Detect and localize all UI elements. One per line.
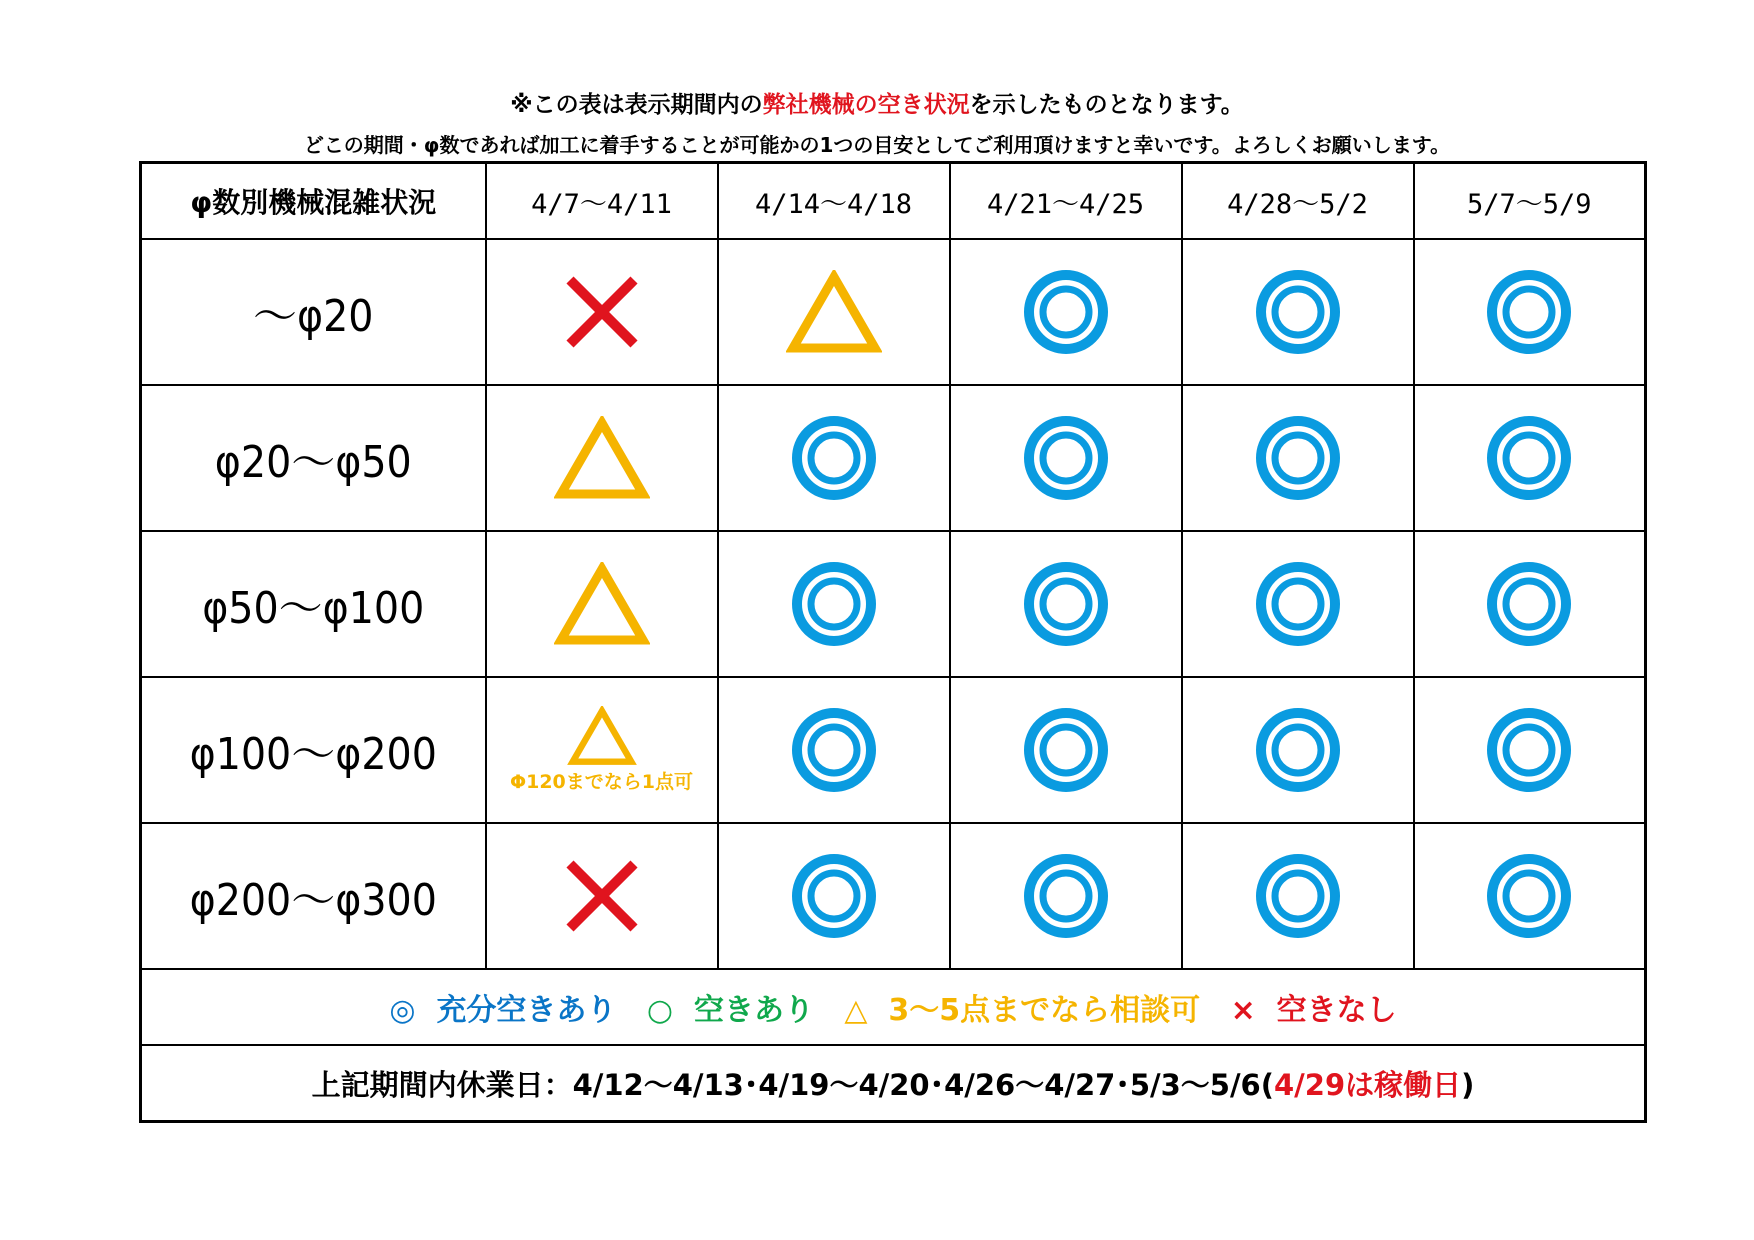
double-circle-icon: ◎: [389, 993, 416, 1028]
status-cell: [486, 239, 718, 385]
cross-icon: ×: [1230, 993, 1256, 1028]
notice-line-1: [0, 86, 1754, 119]
status-cell: [486, 677, 718, 823]
double-circle-icon: [1253, 851, 1343, 941]
status-cell: [950, 385, 1182, 531]
diameter-range: φ100～φ200: [141, 677, 486, 823]
notice-line-2: どこの期間・φ数であれば加工に着手することが可能かの1つの目安としてご利用頂けますと幸いです。よろしくお願いします。: [303, 133, 1451, 157]
legend-item-consult: [844, 985, 1200, 1029]
holiday-row: [141, 1045, 1646, 1122]
table-corner-label: φ数別機械混雑状況: [141, 163, 486, 240]
status-cell: [1414, 823, 1646, 969]
triangle-icon: [567, 706, 637, 766]
status-cell: [950, 677, 1182, 823]
cross-icon: [562, 272, 642, 352]
status-cell: [718, 677, 950, 823]
double-circle-icon: [1484, 851, 1574, 941]
double-circle-icon: [1021, 851, 1111, 941]
availability-note: Φ120までなら1点可: [509, 770, 694, 793]
status-cell: [486, 531, 718, 677]
double-circle-icon: [789, 413, 879, 503]
circle-icon: ○: [646, 993, 674, 1028]
status-cell: [1182, 239, 1414, 385]
diameter-range: φ20～φ50: [141, 385, 486, 531]
diameter-range: φ200～φ300: [141, 823, 486, 969]
notice-line-1-highlight: 弊社機械の空き状況: [762, 92, 970, 118]
notice-line-1-start: ※この表は表示期間内の: [510, 92, 763, 118]
double-circle-icon: [789, 851, 879, 941]
legend-label: 3～5点までなら相談可: [888, 993, 1201, 1028]
double-circle-icon: [1484, 267, 1574, 357]
status-cell: [718, 531, 950, 677]
double-circle-icon: [1484, 559, 1574, 649]
period-header: 4/21～4/25: [950, 163, 1182, 240]
status-cell: [1414, 531, 1646, 677]
double-circle-icon: [1021, 705, 1111, 795]
holiday-text: 上記期間内休業日：4/12～4/13･4/19～4/20･4/26～4/27･5/3～5/6(: [311, 1067, 1274, 1102]
double-circle-icon: [1253, 413, 1343, 503]
legend-row: [141, 969, 1646, 1045]
legend-item-none: [1231, 985, 1397, 1029]
period-header: 4/7～4/11: [486, 163, 718, 240]
legend-label: 空きあり: [693, 993, 814, 1028]
status-cell: [950, 823, 1182, 969]
table-row: [141, 385, 1646, 531]
table-row: [141, 239, 1646, 385]
table-row: [141, 823, 1646, 969]
diameter-range: ～φ20: [141, 239, 486, 385]
table-row: [141, 677, 1646, 823]
legend-label: 空きなし: [1276, 993, 1397, 1028]
machine-availability-table: [139, 161, 1647, 1123]
double-circle-icon: [1021, 413, 1111, 503]
holiday-close: ): [1461, 1067, 1475, 1102]
header-row: [141, 163, 1646, 240]
double-circle-icon: [789, 559, 879, 649]
status-cell: [1182, 531, 1414, 677]
triangle-icon: [786, 270, 882, 354]
status-cell: [718, 239, 950, 385]
status-cell: [1182, 823, 1414, 969]
double-circle-icon: [1253, 559, 1343, 649]
double-circle-icon: [789, 705, 879, 795]
period-header: 5/7～5/9: [1414, 163, 1646, 240]
double-circle-icon: [1484, 705, 1574, 795]
notice-line-1-end: を示したものとなります。: [969, 92, 1244, 118]
status-cell: [1414, 677, 1646, 823]
operating-day-note: 4/29は稼働日: [1274, 1067, 1462, 1102]
status-cell: [718, 385, 950, 531]
double-circle-icon: [1021, 267, 1111, 357]
double-circle-icon: [1021, 559, 1111, 649]
status-cell: [1182, 385, 1414, 531]
status-cell: [950, 239, 1182, 385]
double-circle-icon: [1253, 705, 1343, 795]
status-cell: [1414, 239, 1646, 385]
period-header: 4/28～5/2: [1182, 163, 1414, 240]
diameter-range: φ50～φ100: [141, 531, 486, 677]
legend-label: 充分空きあり: [436, 993, 617, 1028]
legend: [141, 969, 1646, 1045]
triangle-icon: [554, 562, 650, 646]
status-cell: [950, 531, 1182, 677]
triangle-icon: △: [844, 993, 868, 1028]
status-cell: [718, 823, 950, 969]
legend-item-available: [647, 985, 814, 1029]
legend-item-plenty: [389, 985, 616, 1029]
cross-icon: [562, 856, 642, 936]
period-header: 4/14～4/18: [718, 163, 950, 240]
double-circle-icon: [1253, 267, 1343, 357]
triangle-icon: [554, 416, 650, 500]
double-circle-icon: [1484, 413, 1574, 503]
holiday-info: [141, 1045, 1646, 1122]
status-cell: [486, 823, 718, 969]
status-cell: [486, 385, 718, 531]
status-cell: [1414, 385, 1646, 531]
table-row: [141, 531, 1646, 677]
status-cell: [1182, 677, 1414, 823]
